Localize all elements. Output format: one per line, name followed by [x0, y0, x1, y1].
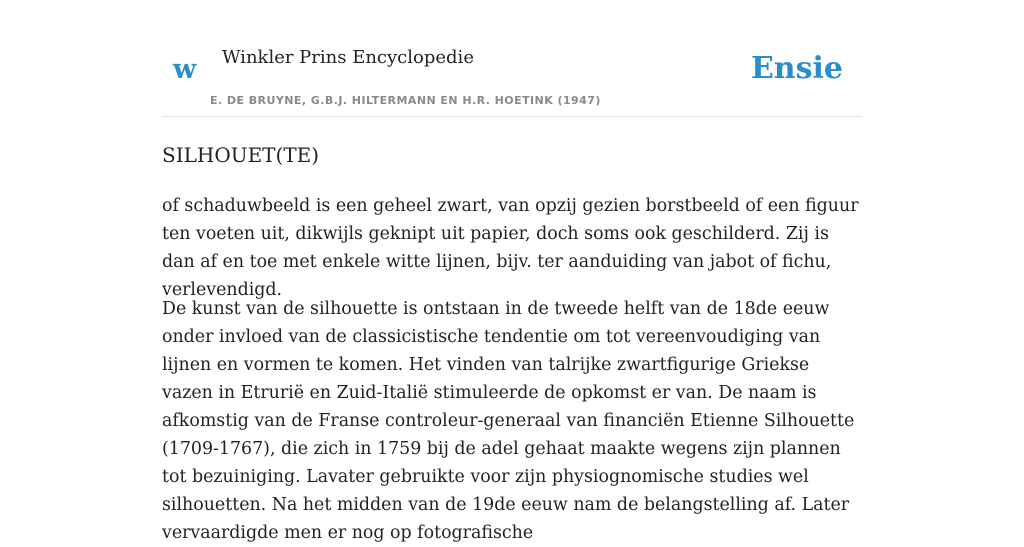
publication-logo-icon[interactable]: w — [173, 54, 197, 85]
publication-title[interactable]: Winkler Prins Encyclopedie — [222, 47, 474, 68]
page — [162, 0, 862, 543]
publication-authors: E. DE BRUYNE, G.B.J. HILTERMANN EN H.R. HOETINK (1947) — [210, 94, 601, 107]
article-paragraph-1: of schaduwbeeld is een geheel zwart, van opzij gezien borstbeeld of een figuur ten voeten uit, dikwijls geknipt uit papier, doch soms ook geschilderd. Zij is dan af en toe met enkele witte lijnen, bijv. ter aanduiding van jabot of fichu, verlevendigd. — [162, 196, 859, 300]
ensie-logo[interactable]: Ensie — [750, 51, 843, 86]
article-title: SILHOUET(TE) — [162, 143, 320, 167]
page-header — [162, 0, 862, 117]
article-paragraph-2: De kunst van de silhouette is ontstaan in de tweede helft van de 18de eeuw onder invloed van de classicistische tendentie om tot vereenvoudiging van lijnen en vormen te komen. Het vinden van talrijke zwartfigurige Griekse vazen in Etrurië en Zuid-Italië stimuleerde de opkomst er van. De naam is afkomstig van de Franse controleur-generaal van financiën Etienne Silhouette (1709-1767), die zich in 1759 bij de adel gehaat maakte wegens zijn plannen tot bezuiniging. Lavater gebruikte voor zijn physiognomische studies wel silhouetten. Na het midden van de 19de eeuw nam de belangstelling af. Later vervaardigde men er nog op fotografische — [162, 299, 855, 543]
